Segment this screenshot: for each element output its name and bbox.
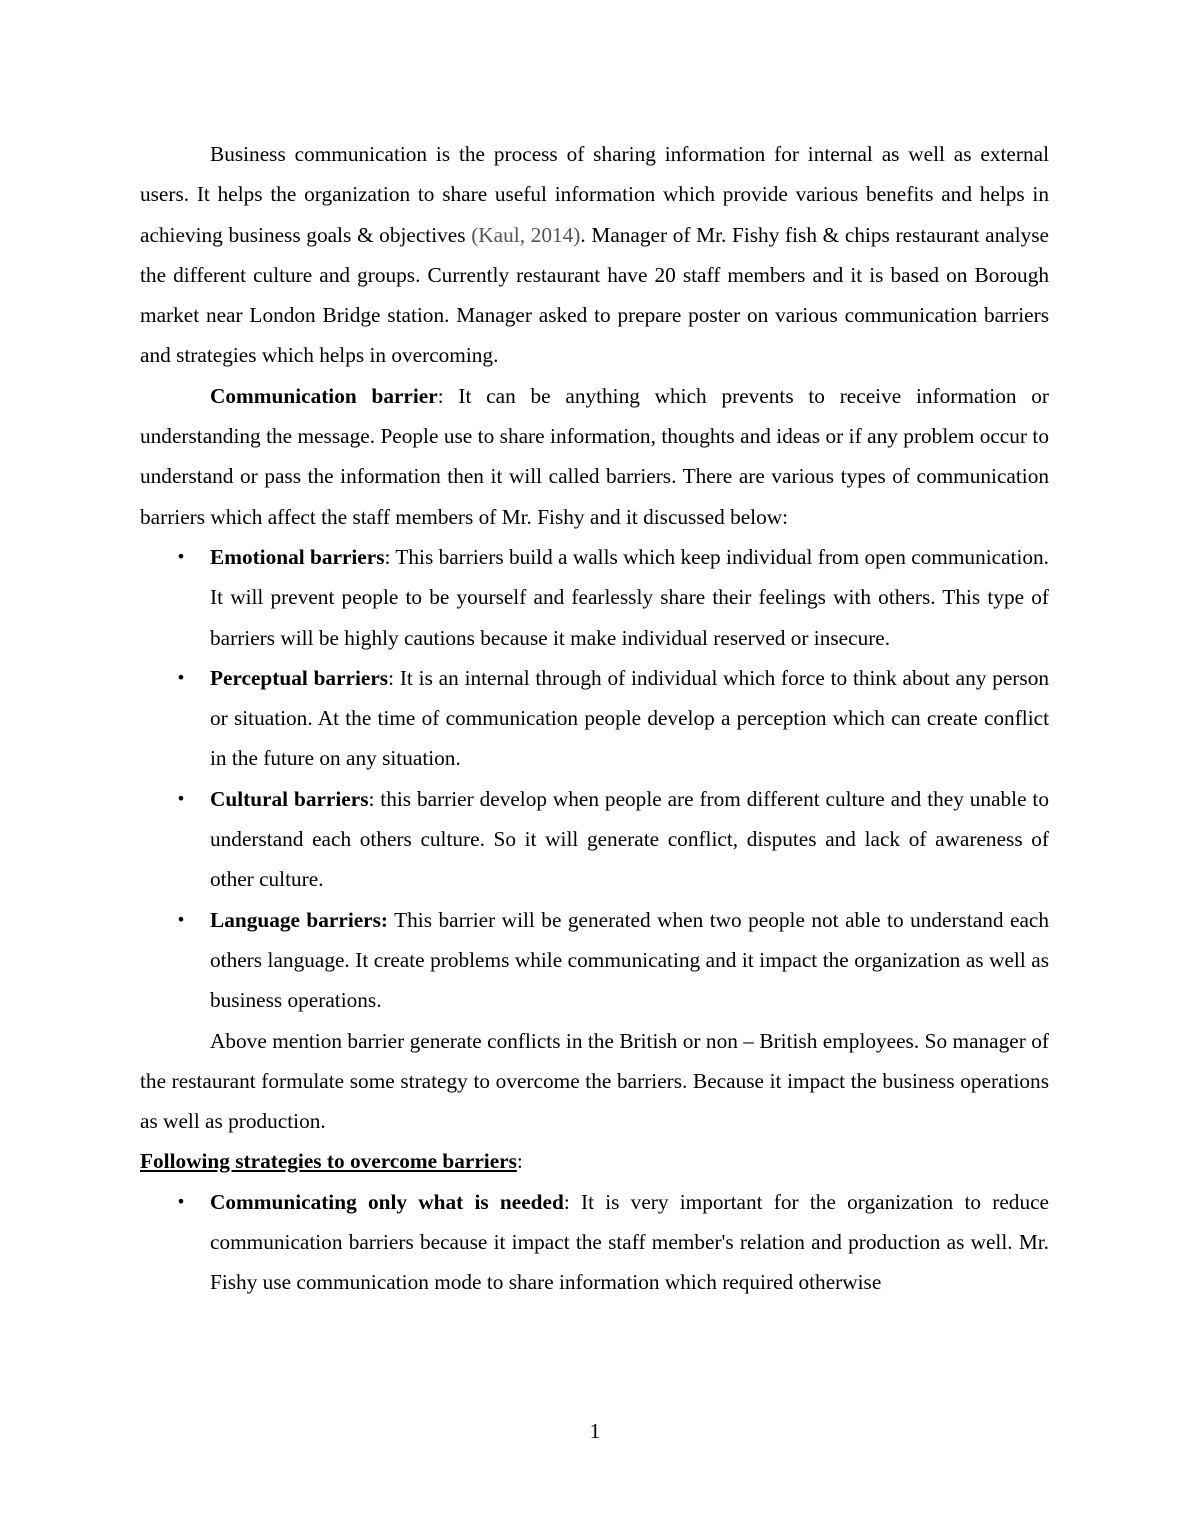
- intro-text-part2: . Manager of Mr. Fishy fish & chips restaurant analyse the different culture and groups. Currently restaurant have 20 staff members and it is based on Borough market near London Bridge station. Manager asked to prepare poster on various communication barriers and strategies which helps in overcoming.: [140, 222, 1050, 368]
- list-item-communicating-only-what-is-needed: [176, 1182, 1049, 1303]
- strategies-list: [140, 1182, 1049, 1303]
- bullet-icon: •: [176, 667, 186, 687]
- barriers-list: [140, 537, 1049, 1021]
- intro-text-part1: Business communication is the process of sharing information for internal as well as external users. It helps the organization to share useful information which provide various benefits and helps in achieving business goals & objectives: [140, 142, 1049, 247]
- bullet-icon: •: [176, 1191, 186, 1211]
- list-item-language-barriers: [176, 900, 1049, 1021]
- barrier-definition-paragraph: [140, 376, 1049, 537]
- list-item-perceptual-barriers: [176, 658, 1049, 779]
- intro-citation: (Kaul, 2014): [471, 222, 581, 247]
- list-item-text: : This barriers build a walls which keep individual from open communication. It will prevent people to be yourself and fearlessly share their feelings with others. This type of barriers will be highly cautions because it make individual reserved or insecure.: [210, 544, 1049, 650]
- page-number: 1: [589, 1419, 601, 1443]
- list-item-text: : It is an internal through of individual which force to think about any person or situation. At the time of communication people develop a perception which can create conflict in the future on any situation.: [210, 665, 1049, 771]
- list-item-text: : It is very important for the organization to reduce communication barriers because it impact the staff member's relation and production as well. Mr. Fishy use communication mode to share information which required otherwise: [210, 1189, 1049, 1295]
- page-body: [140, 134, 1049, 1303]
- barrier-definition-text: : It can be anything which prevents to receive information or understanding the message. People use to share information, thoughts and ideas or if any problem occur to understand or pass the information then it will called barriers. There are various types of communication barriers which affect the staff members of Mr. Fishy and it discussed below:: [140, 383, 1050, 529]
- barrier-definition-term: Communication barrier: [210, 383, 438, 408]
- list-item-term: Emotional barriers: [210, 544, 385, 569]
- list-item-emotional-barriers: [176, 537, 1049, 658]
- list-item-text: : this barrier develop when people are from different culture and they unable to understand each others culture. So it will generate conflict, disputes and lack of awareness of other culture.: [210, 786, 1049, 892]
- strategies-heading: [140, 1141, 1049, 1181]
- strategies-heading-suffix: :: [516, 1149, 523, 1174]
- bullet-icon: •: [176, 909, 186, 929]
- list-item-term: Communicating only what is needed: [210, 1189, 564, 1214]
- list-item-term: Perceptual barriers: [210, 665, 389, 690]
- list-item-term: Language barriers:: [210, 907, 389, 932]
- strategies-heading-title: Following strategies to overcome barriers: [140, 1149, 517, 1174]
- list-item-text: This barrier will be generated when two people not able to understand each others language. It create problems while communicating and it impact the organization as well as business operations.: [210, 907, 1049, 1013]
- bullet-icon: •: [176, 788, 186, 808]
- list-item-term: Cultural barriers: [210, 786, 369, 811]
- list-item-cultural-barriers: [176, 779, 1049, 900]
- intro-paragraph: [140, 134, 1049, 376]
- bullet-icon: •: [176, 546, 186, 566]
- summary-paragraph: Above mention barrier generate conflicts in the British or non – British employees. So manager of the restaurant formulate some strategy to overcome the barriers. Because it impact the business operations as well as production.: [140, 1028, 1049, 1134]
